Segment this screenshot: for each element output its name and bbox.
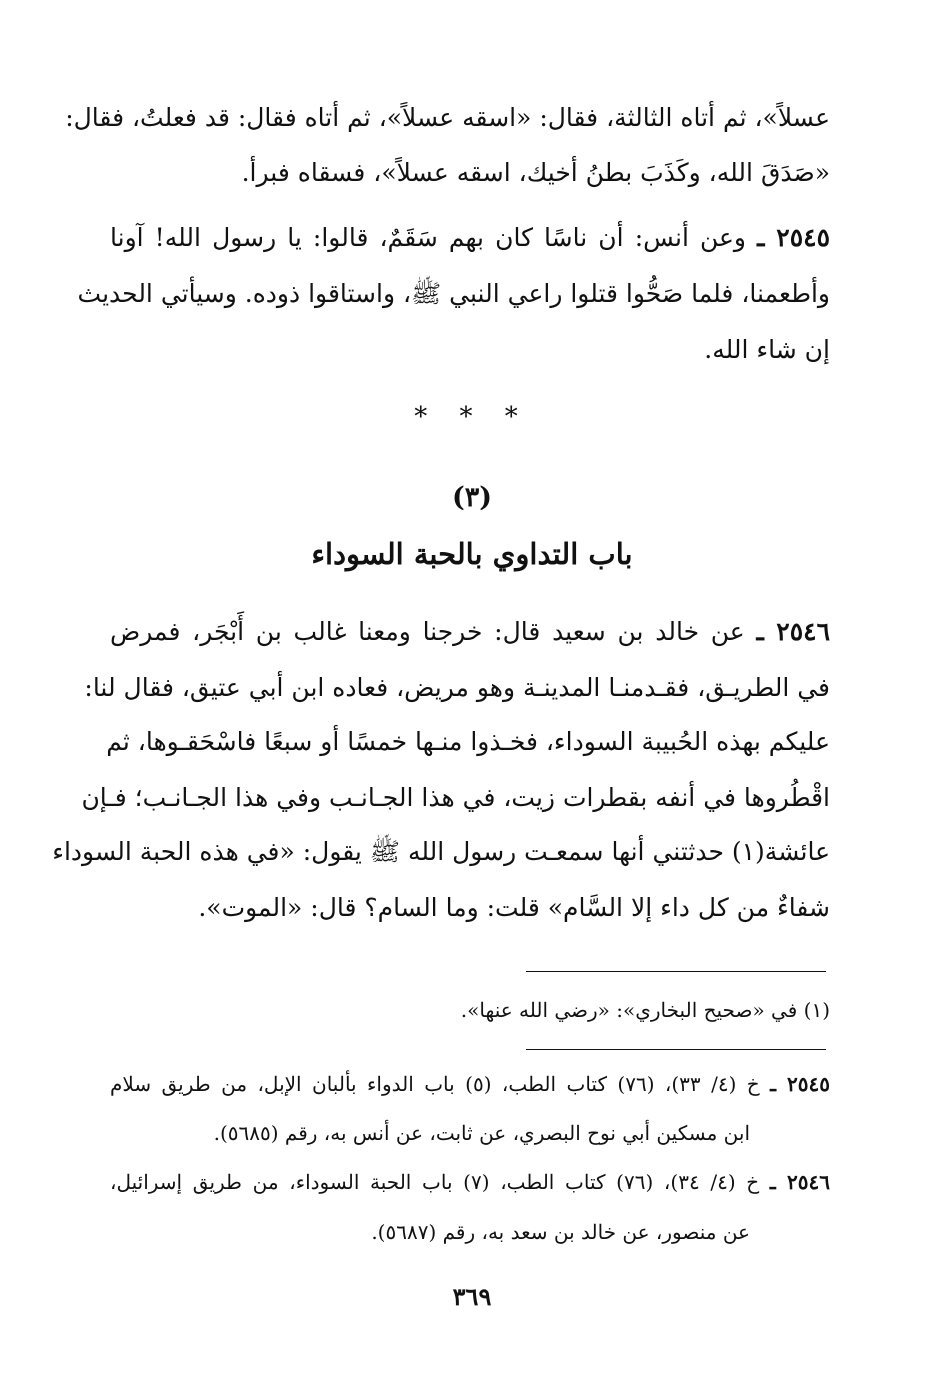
body-line: عائشة(١) حدثتني أنها سمعـت رسول الله ﷺ يقول: «في هذه الحبة السوداء bbox=[52, 837, 830, 866]
body-line: وأطعمنا، فلما صَحُّوا قتلوا راعي النبي ﷺ، واستاقوا ذوده. وسيأتي الحديث bbox=[77, 279, 830, 308]
hadith-text: وعن أنس: أن ناسًا كان بهم سَقَمٌ، قالوا: يا رسول الله! آونا bbox=[110, 223, 747, 252]
reference-line: عن منصور، عن خالد بن سعد به، رقم (٥٦٨٧). bbox=[371, 1220, 750, 1244]
hadith-text: عن خالد بن سعيد قال: خرجنا ومعنا غالب بن أَبْجَر، فمرض bbox=[110, 617, 745, 646]
reference-text: خ (٤/ ٣٤)، (٧٦) كتاب الطب، (٧) باب الحبة السوداء، من طريق إسرائيل، bbox=[110, 1170, 760, 1194]
reference-number: ٢٥٤٦ ـ bbox=[769, 1170, 831, 1194]
body-line: اقْطُروها في أنفه بقطرات زيت، في هذا الجـانـب وفي هذا الجـانـب؛ فـإن bbox=[81, 783, 830, 812]
reference-line bbox=[110, 1068, 830, 1100]
reference-line bbox=[110, 1166, 830, 1198]
chapter-title: باب التداوي بالحبة السوداء bbox=[311, 537, 633, 571]
body-line: إن شاء الله. bbox=[704, 335, 830, 364]
hadith-number: ٢٥٤٦ ـ bbox=[756, 617, 831, 646]
section-ornament: * * * bbox=[414, 402, 530, 432]
reference-line: ابن مسكين أبي نوح البصري، عن ثابت، عن أنس به، رقم (٥٦٨٥). bbox=[213, 1121, 750, 1145]
hadith-number: ٢٥٤٥ ـ bbox=[757, 223, 831, 252]
body-line: شفاءٌ من كل داء إلا السَّام» قلت: وما السام؟ قال: «الموت». bbox=[198, 893, 830, 922]
hadith-2546-line bbox=[110, 612, 830, 652]
body-line: عليكم بهذه الحُبيبة السوداء، فخـذوا منـها خمسًا أو سبعًا فاسْحَقـوها، ثم bbox=[106, 727, 830, 756]
reference-text: خ (٤/ ٣٣)، (٧٦) كتاب الطب، (٥) باب الدواء بألبان الإبل، من طريق سلام bbox=[110, 1072, 760, 1096]
body-line: عسلاً»، ثم أتاه الثالثة، فقال: «اسقه عسلاً»، ثم أتاه فقال: قد فعلتُ، فقال: bbox=[65, 103, 830, 132]
chapter-number: (٣) bbox=[451, 482, 493, 513]
hadith-2545-line bbox=[110, 218, 830, 258]
references-separator bbox=[526, 1049, 826, 1050]
body-line: في الطريـق، فقـدمنـا المدينـة وهو مريض، فعاده ابن أبي عتيق، فقال لنا: bbox=[84, 673, 830, 702]
footnote: (١) في «صحيح البخاري»: «رضي الله عنها». bbox=[460, 998, 830, 1022]
page-number: ٣٦٩ bbox=[452, 1282, 492, 1311]
body-line: «صَدَقَ الله، وكَذَبَ بطنُ أخيك، اسقه عسلاً»، فسقاه فبرأ. bbox=[241, 158, 830, 187]
reference-number: ٢٥٤٥ ـ bbox=[770, 1072, 831, 1096]
footnote-separator bbox=[526, 971, 826, 972]
